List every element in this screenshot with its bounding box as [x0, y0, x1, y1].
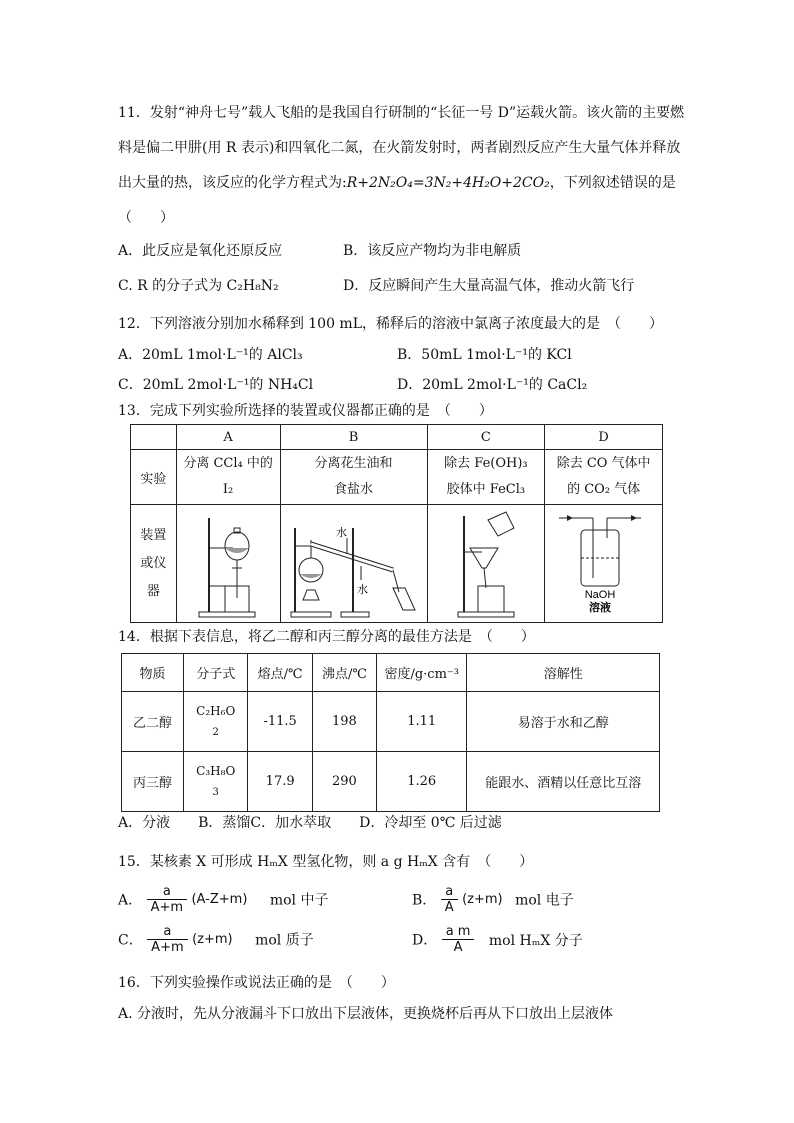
q13-solution-label: 溶液: [589, 601, 612, 614]
q14-header-solubility: 溶解性: [467, 654, 660, 692]
q11-option-c: C. R 的分子式为 C₂H₈N₂: [118, 278, 279, 294]
q13-apparatus-d: [545, 505, 663, 623]
q14-row1-bp: 198: [312, 692, 376, 752]
q12-option-a: A．20mL 1mol·L⁻¹的 AlCl₃: [118, 347, 303, 363]
q15-option-b: [412, 884, 574, 915]
q14-row2-mp: 17.9: [248, 752, 312, 812]
q11-line3-pre: 出大量的热，该反应的化学方程式为:: [118, 175, 347, 191]
q13-row-label-apparatus: [131, 505, 177, 623]
q11-line3: [118, 172, 676, 192]
q15-a-denominator: A+m: [147, 899, 187, 915]
q14-row1-formula-top: C₂H₆O: [196, 703, 236, 718]
q15-a-unit: mol 中子: [269, 892, 329, 909]
q15-a-label: A．: [118, 892, 143, 909]
q13-stem: 13．完成下列实验所选择的装置或仪器都正确的是 （ ）: [118, 403, 493, 419]
q13-exp-d-line2: 的 CO₂ 气体: [567, 482, 641, 497]
q15-b-unit: mol 电子: [515, 892, 574, 909]
q13-exp-a-line2: I₂: [222, 482, 234, 497]
q15-c-numerator: a: [163, 924, 172, 939]
q14-header-density: 密度/g·cm⁻³: [377, 654, 467, 692]
q11-option-a: A．此反应是氧化还原反应: [118, 243, 283, 259]
q14-header-substance: 物质: [122, 654, 184, 692]
q13-apparatus-c: [427, 505, 545, 623]
q15-d-numerator: a m: [445, 924, 471, 939]
q15-a-numerator: a: [162, 884, 171, 899]
filtration-apparatus-icon: [428, 508, 538, 620]
q15-option-c: [118, 924, 314, 955]
q12-stem: 12．下列溶液分别加水稀释到 100 mL，稀释后的溶液中氯离子浓度最大的是 （ ）: [118, 316, 664, 332]
q13-table: [130, 424, 663, 623]
q11-line3-post: ，下列叙述错误的是: [549, 175, 676, 191]
q14-row2-formula: [183, 752, 247, 812]
q13-header-a: A: [176, 425, 280, 450]
q16-stem: 16．下列实验操作或说法正确的是 （ ）: [118, 975, 395, 991]
q11-paren: （ ）: [118, 210, 174, 226]
distillation-apparatus-icon: [281, 508, 427, 620]
q15-c-denominator: A+m: [147, 939, 187, 955]
q11-line1: 11．发射“神舟七号”载人飞船的是我国自行研制的“长征一号 D”运载火箭。该火箭的主要燃: [118, 105, 685, 121]
q15-b-numerator: a: [445, 884, 454, 899]
q12-option-c: C．20mL 2mol·L⁻¹的 NH₄Cl: [118, 377, 314, 393]
q13-exp-b: [280, 450, 427, 505]
q14-row2-formula-bottom: 3: [212, 786, 219, 798]
q11-equation: R+2N₂O₄=3N₂+4H₂O+2CO₂: [346, 175, 550, 191]
q12-option-d: D．20mL 2mol·L⁻¹的 CaCl₂: [397, 377, 588, 393]
q13-exp-b-line1: 分离花生油和: [314, 456, 393, 471]
q14-row2-name: 丙三醇: [122, 752, 184, 812]
q15-c-tail: (z+m): [192, 932, 233, 947]
q15-d-label: D．: [412, 932, 438, 949]
q15-stem: 15．某核素 X 可形成 HₘX 型氢化物，则 a g HₘX 含有 （ ）: [118, 854, 534, 870]
q14-row1-formula-bottom: 2: [212, 726, 219, 738]
q11-option-d: D．反应瞬间产生大量高温气体，推动火箭飞行: [343, 278, 635, 294]
q14-row2-bp: 290: [312, 752, 376, 812]
q12-option-b: B．50mL 1mol·L⁻¹的 KCl: [397, 347, 572, 363]
q13-header-b: B: [280, 425, 427, 450]
q14-stem: 14．根据下表信息，将乙二醇和丙三醇分离的最佳方法是 （ ）: [118, 629, 535, 645]
q14-row1-density: 1.11: [377, 692, 467, 752]
q15-option-d: [412, 924, 583, 955]
q15-d-denominator: A: [442, 939, 475, 955]
q13-exp-c-line2: 胶体中 FeCl₃: [446, 482, 526, 497]
q13-row-label-experiment: 实验: [131, 450, 177, 505]
q14-row1-formula: [183, 692, 247, 752]
q15-b-tail: (z+m): [462, 892, 503, 907]
q14-row1-solubility: 易溶于水和乙醇: [467, 692, 660, 752]
q15-a-fraction: [147, 884, 187, 915]
q14-row2-solubility: 能跟水、酒精以任意比互溶: [467, 752, 660, 812]
q15-c-fraction: [147, 924, 187, 955]
q13-apparatus-a: [176, 505, 280, 623]
q13-header-d: D: [545, 425, 663, 450]
q14-header-mp: 熔点/℃: [248, 654, 312, 692]
q13-app-label-2: 或仪: [140, 555, 167, 571]
q13-naoh-label: NaOH: [584, 588, 616, 601]
q13-header-blank: [131, 425, 177, 450]
q15-c-unit: mol 质子: [255, 932, 314, 949]
q15-option-a: [118, 884, 328, 915]
q15-a-tail: (A-Z+m): [191, 892, 248, 907]
q14-row1-name: 乙二醇: [122, 692, 184, 752]
gas-washing-bottle-icon: [545, 508, 655, 620]
q14-header-formula: 分子式: [183, 654, 247, 692]
q14-table: [121, 653, 660, 812]
q13-exp-b-line2: 食盐水: [334, 482, 374, 497]
q15-b-label: B．: [412, 892, 437, 909]
q16-option-a: A. 分液时，先从分液漏斗下口放出下层液体，更换烧杯后再从下口放出上层液体: [118, 1006, 614, 1022]
q14-row1-mp: -11.5: [248, 692, 312, 752]
q13-apparatus-b: [280, 505, 427, 623]
q15-b-denominator: A: [441, 899, 458, 915]
q13-header-c: C: [427, 425, 545, 450]
q11-option-b: B．该反应产物均为非电解质: [343, 243, 522, 259]
q14-options: A．分液 B．蒸馏C．加水萃取 D．冷却至 0℃ 后过滤: [118, 815, 502, 831]
q14-row2-formula-top: C₃H₈O: [196, 763, 236, 778]
q14-row2-density: 1.26: [377, 752, 467, 812]
q15-b-fraction: [441, 884, 458, 915]
q13-exp-d: [545, 450, 663, 505]
q13-exp-c: [427, 450, 545, 505]
q13-app-label-3: 器: [146, 583, 160, 599]
q15-c-label: C．: [118, 932, 143, 949]
q13-exp-a-line1: 分离 CCl₄ 中的: [183, 456, 273, 471]
q13-exp-a: [176, 450, 280, 505]
q13-exp-d-line1: 除去 CO 气体中: [556, 456, 651, 471]
q15-d-fraction: [442, 924, 475, 955]
q14-header-bp: 沸点/℃: [312, 654, 376, 692]
separatory-funnel-icon: [177, 508, 277, 620]
q11-line2: 料是偏二甲肼(用 R 表示)和四氧化二氮，在火箭发射时，两者剧烈反应产生大量气体并释放: [118, 140, 681, 156]
q13-app-label-1: 装置: [140, 527, 167, 543]
q15-d-unit: mol HₘX 分子: [488, 932, 583, 949]
q13-water-bottom-label: 水: [356, 583, 368, 596]
q13-exp-c-line1: 除去 Fe(OH)₃: [444, 456, 528, 471]
q13-water-top-label: 水: [335, 526, 347, 539]
